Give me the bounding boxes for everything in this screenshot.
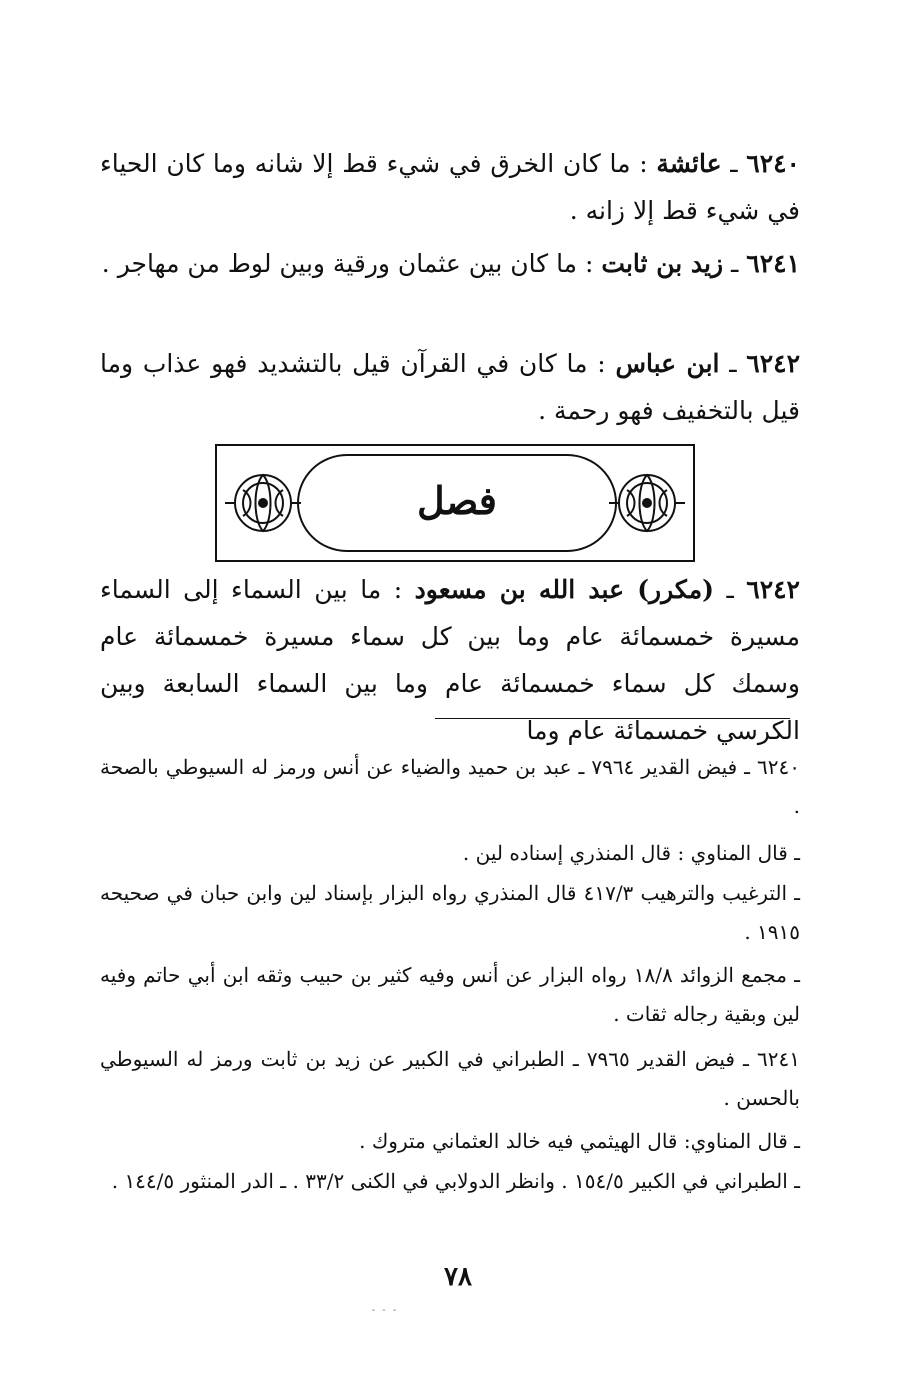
section-title: فصل xyxy=(417,478,497,523)
entry-text: ما كان الخرق في شيء قط إلا شانه وما كان الحياء في شيء قط إلا زانه . xyxy=(100,149,800,225)
narrator-name: (مكرر) عبد الله بن مسعود xyxy=(414,575,714,604)
entry-number: ٦٢٤٢ xyxy=(746,349,801,378)
narrator-name: عائشة xyxy=(656,149,722,178)
narrator-name: زيد بن ثابت xyxy=(601,249,724,278)
footnote: ـ الترغيب والترهيب ٤١٧/٣ قال المنذري رواه البزار بإسناد لين وابن حبان في صحيحه ١٩١٥ . xyxy=(100,881,801,944)
footnote: ٦٢٤٠ ـ فيض القدير ٧٩٦٤ ـ عبد بن حميد والضياء عن أنس ورمز له السيوطي بالصحة . xyxy=(100,755,800,818)
entry-number: ٦٢٤٠ xyxy=(746,149,800,178)
footnote: ـ قال المناوي : قال المنذري إسناده لين . xyxy=(462,841,800,865)
footnote: ـ مجمع الزوائد ١٨/٨ رواه البزار عن أنس وفيه كثير بن حبيب وثقه ابن أبي حاتم وفيه لين وبقية رجاله ثقات . xyxy=(100,963,800,1026)
entry-number: ٦٢٤١ xyxy=(746,249,800,278)
page-number: ٧٨ xyxy=(444,1262,472,1292)
entry-6240: ٦٢٤٠ ـ عائشة : ما كان الخرق في شيء قط إلا شانه وما كان الحياء في شيء قط إلا زانه . xyxy=(100,149,800,225)
entry-number: ٦٢٤٢ xyxy=(746,575,800,604)
footnote-divider xyxy=(435,718,790,719)
footnote: ٦٢٤١ ـ فيض القدير ٧٩٦٥ ـ الطبراني في الكبير عن زيد بن ثابت ورمز له السيوطي بالحسن . xyxy=(100,1047,800,1110)
entry-6241: ٦٢٤١ ـ زيد بن ثابت : ما كان بين عثمان ورقية وبين لوط من مهاجر . xyxy=(101,249,800,278)
narrator-name: ابن عباس xyxy=(615,349,720,378)
entry-text: ما كان بين عثمان ورقية وبين لوط من مهاجر . xyxy=(101,249,578,278)
scan-mark: - - - xyxy=(371,1305,399,1316)
footnote: ـ قال المناوي: قال الهيثمي فيه خالد العثماني متروك . xyxy=(359,1129,800,1153)
section-title-cartouche xyxy=(297,454,617,552)
footnote: ـ الطبراني في الكبير ١٥٤/٥ . وانظر الدولابي في الكنى ٣٣/٢ . ـ الدر المنثور ١٤٤/٥ . xyxy=(111,1169,800,1193)
right-ornament-icon xyxy=(607,460,687,546)
section-heading-frame xyxy=(215,444,695,562)
entry-6242-repeated: ٦٢٤٢ ـ (مكرر) عبد الله بن مسعود : ما بين السماء إلى السماء مسيرة خمسمائة عام وما بين كل سماء مسيرة خمسمائة عام وسمك كل سماء خمسمائة عام وما بين السماء السابعة وبين الكرسي خمسمائة عام وما xyxy=(100,575,800,745)
left-ornament-icon xyxy=(223,460,303,546)
entry-text: ما كان في القرآن قيل بالتشديد فهو عذاب وما قيل بالتخفيف فهو رحمة . xyxy=(100,349,800,425)
entry-text: ما بين السماء إلى السماء مسيرة خمسمائة عام وما بين كل سماء مسيرة خمسمائة عام وسمك كل سماء خمسمائة عام وما بين السماء السابعة وبين الكرسي خمسمائة عام وما xyxy=(100,575,800,745)
entry-6242: ٦٢٤٢ ـ ابن عباس : ما كان في القرآن قيل بالتشديد فهو عذاب وما قيل بالتخفيف فهو رحمة . xyxy=(100,349,801,425)
